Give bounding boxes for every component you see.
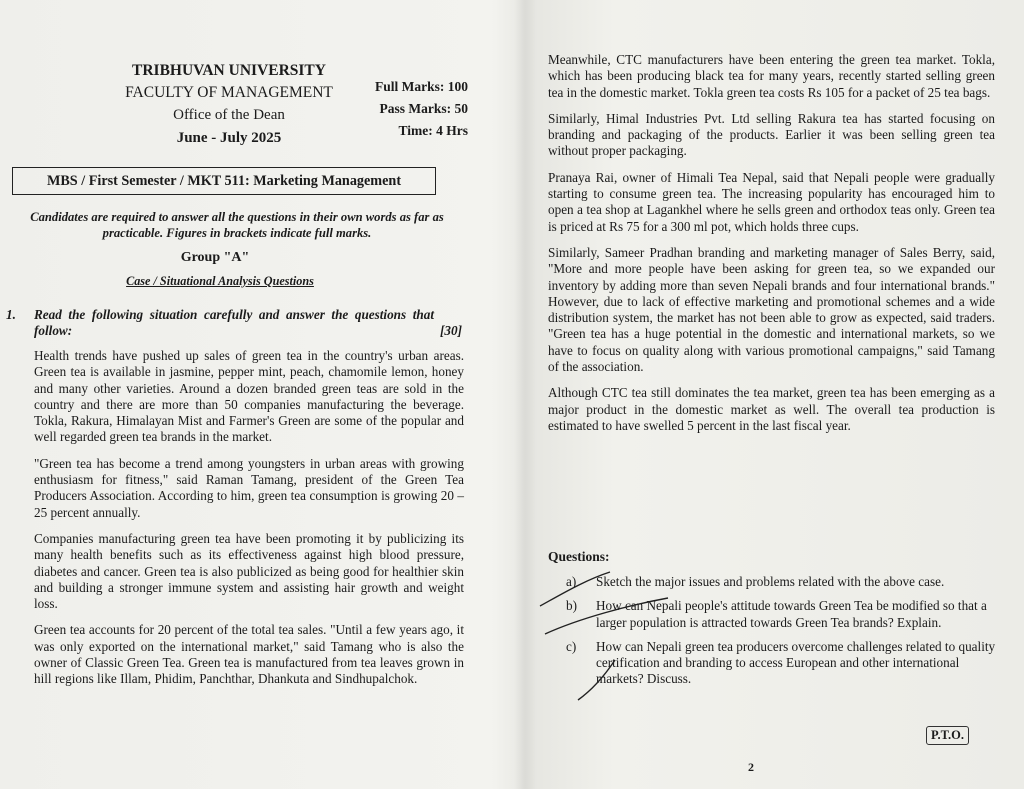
sub-question-text: How can Nepali people's attitude towards Green Tea be modified so that a larger population is attracted towards Green Tea brands? Explain. xyxy=(596,598,987,630)
question-number: 1. xyxy=(6,307,16,322)
course-title-box: MBS / First Semester / MKT 511: Marketing Management xyxy=(12,167,436,195)
sub-question-label: b) xyxy=(566,598,577,614)
case-paragraph: Green tea accounts for 20 percent of the total tea sales. "Until a few years ago, it was only exported on the international market," said Tamang who is also the owner of Classic Green Tea. Green tea is manufactured from tea leaves grown in hill regions like Illam, Phidim, Panchthar, Dhankuta and Sindhupalchok. xyxy=(34,622,464,687)
section-title: Case / Situational Analysis Questions xyxy=(126,274,314,288)
case-paragraph: Similarly, Sameer Pradhan branding and marketing manager of Sales Berry, said, "More and more people have been asking for green tea, so we expanded our inventory by adding more than seven Nepali brands and four international brands." However, due to lack of effective marketing and promotional schemes and a wide distribution system, the market has not been able to grow as expected, said traders. "Green tea has a huge potential in the domestic and international markets, so we have to focus on quality along with various promotional campaigns," said Tamang of the association. xyxy=(548,244,995,375)
exam-time: Time: 4 Hrs xyxy=(398,123,468,138)
sub-question-c xyxy=(566,639,996,688)
group-heading: Group "A" xyxy=(180,250,250,265)
case-paragraph: Companies manufacturing green tea have been promoting it by publicizing its many health benefits such as its effectiveness against high blood pressure, diabetes and cancer. Green tea is also publicized as being good for healthier skin and building a stronger immune system and assisting hair growth and weight loss. xyxy=(34,530,464,612)
sub-question-text: Sketch the major issues and problems related with the above case. xyxy=(596,574,945,589)
case-paragraph: Although CTC tea still dominates the tea market, green tea has been emerging as a major product in the domestic market as well. The overall tea production is estimated to have swelled 5 percent in the last fiscal year. xyxy=(548,385,995,433)
questions-list xyxy=(566,574,996,696)
sub-question-text: How can Nepali green tea producers overcome challenges related to quality certification and branding to access European and other international markets? Discuss. xyxy=(596,638,996,687)
case-paragraph: Similarly, Himal Industries Pvt. Ltd selling Rakura tea has started focusing on branding and packaging of the products. Earlier it was been selling green tea without proper packaging. xyxy=(548,110,995,159)
questions-heading: Questions: xyxy=(548,549,610,564)
page-number: 2 xyxy=(748,760,754,774)
page-fold xyxy=(514,0,536,789)
marks-block xyxy=(362,76,468,142)
sub-question-b xyxy=(566,598,996,631)
case-paragraph: "Green tea has become a trend among youngsters in urban areas with growing enthusiasm for fitness," said Raman Tamang, president of the Green Tea Producers Association. According to him, green tea consumption is growing 20 – 25 percent annually. xyxy=(34,455,464,520)
exam-session: June - July 2025 xyxy=(176,130,282,146)
faculty-name: FACULTY OF MANAGEMENT xyxy=(125,84,333,101)
case-paragraph: Health trends have pushed up sales of green tea in the country's urban areas. Green tea is available in jasmine, pepper mint, peach, chamomile lemon, honey and many other varieties. Around a dozen branded green teas are sold in the country and there are more than 50 companies manufacturing the beverage. Tokla, Rakura, Himalayan Mist and Farmer's Green are some of the popular and well regarded green tea brands in the market. xyxy=(34,348,464,445)
sub-question-a xyxy=(566,574,996,590)
case-text-left xyxy=(34,348,464,698)
sub-question-label: a) xyxy=(566,574,577,589)
please-turn-over: P.T.O. xyxy=(926,726,969,745)
pass-marks: Pass Marks: 50 xyxy=(379,101,468,116)
case-paragraph: Pranaya Rai, owner of Himali Tea Nepal, said that Nepali people were gradually starting to consume green tea. The increasing popularity has encouraged him to open a tea shop at Lagankhel where he sells green and orthodox teas only. Green tea is priced at Rs 75 for a 300 ml pot, which holds three cups. xyxy=(548,169,995,234)
exam-header xyxy=(98,60,360,150)
question-marks: [30] xyxy=(440,323,462,338)
office-name: Office of the Dean xyxy=(173,107,285,123)
case-text-right xyxy=(548,52,995,444)
exam-instructions: Candidates are required to answer all the questions in their own words as far as practicable. Figures in brackets indicate full marks. xyxy=(30,210,444,240)
sub-question-label: c) xyxy=(566,638,577,654)
full-marks: Full Marks: 100 xyxy=(375,79,468,94)
university-name: TRIBHUVAN UNIVERSITY xyxy=(132,62,326,79)
question-text: Read the following situation carefully and answer the questions that follow: xyxy=(34,307,434,338)
case-paragraph: Meanwhile, CTC manufacturers have been entering the green tea market. Tokla, which has been producing black tea for many years, recently started selling green tea in the domestic market. Tokla green tea costs Rs 105 for a packet of 25 tea bags. xyxy=(548,52,995,100)
